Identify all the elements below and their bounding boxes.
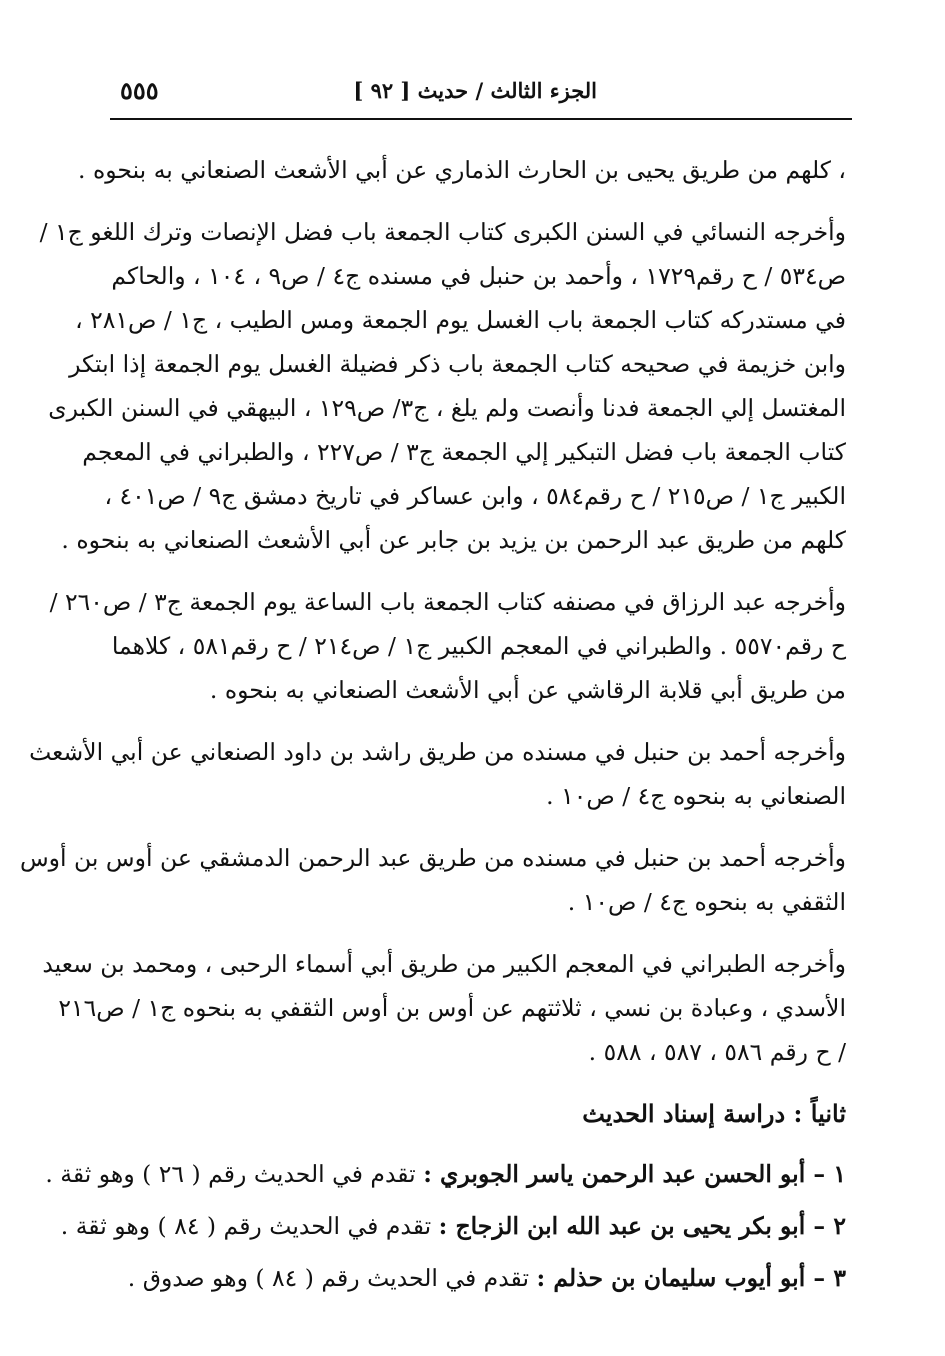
text-line: ح رقم٥٥٧٠ . والطبراني في المعجم الكبير ج١ / ص٢١٤ / ح رقم٥٨١ ، كلاهما [111,632,846,660]
narrator-entry [110,1252,852,1304]
text-line: وأخرجه أحمد بن حنبل في مسنده من طريق راشد بن داود الصنعاني عن أبي الأشعث [29,738,846,766]
narrator-note: تقدم في الحديث رقم ( ٨٤ ) وهو صدوق . [127,1264,529,1292]
text-line: وأخرجه عبد الرزاق في مصنفه كتاب الجمعة باب الساعة يوم الجمعة ج٣ / ص٢٦٠ / [49,588,846,616]
paragraph [39,210,852,562]
text-line: كتاب الجمعة باب فضل التبكير إلي الجمعة ج٣ / ص٢٢٧ ، والطبراني في المعجم [82,438,846,466]
paragraph [78,148,852,192]
text-line: / ح رقم ٥٨٦ ، ٥٨٧ ، ٥٨٨ . [588,1038,846,1066]
narrator-name: ٢ – أبو بكر يحيى بن عبد الله ابن الزجاج : [438,1212,846,1240]
text-line: من طريق أبي قلابة الرقاشي عن أبي الأشعث الصنعاني به بنحوه . [209,676,846,704]
narrator-note: تقدم في الحديث رقم ( ٨٤ ) وهو ثقة . [60,1212,432,1240]
narrator-note: تقدم في الحديث رقم ( ٢٦ ) وهو ثقة . [45,1160,416,1188]
paragraph [49,580,852,712]
narrator-entry [45,1148,852,1200]
page-number: ٥٥٥ [120,76,159,105]
text-line: الثقفي به بنحوه ج٤ / ص١٠ . [567,888,846,916]
paragraph [29,730,852,818]
text-line: وأخرجه أحمد بن حنبل في مسنده من طريق عبد الرحمن الدمشقي عن أوس بن أوس [19,844,846,872]
text-line: ص٥٣٤ / ح رقم١٧٢٩ ، وأحمد بن حنبل في مسنده ج٤ / ص٩ ، ١٠٤ ، والحاكم [111,262,846,290]
text-line: الأسدي ، وعبادة بن نسي ، ثلاثتهم عن أوس بن أوس الثقفي به بنحوه ج١ / ص٢١٦ [58,994,846,1022]
text-line: في مستدركه كتاب الجمعة باب الغسل يوم الجمعة ومس الطيب ، ج١ / ص٢٨١ ، [75,306,846,334]
narrator-entry [60,1200,852,1252]
book-page [19,70,852,1292]
running-title: الجزء الثالث / حديث [ ٩٢ ] [353,78,597,103]
text-line: وأخرجه النسائي في السنن الكبرى كتاب الجمعة باب فضل الإنصات وترك اللغو ج١ / [39,218,846,246]
paragraph [19,836,852,924]
header-rule [110,118,852,120]
page-header [110,70,852,112]
text-line: وابن خزيمة في صحيحه كتاب الجمعة باب ذكر فضيلة الغسل يوم الجمعة إذا ابتكر [69,350,846,378]
text-line: وأخرجه الطبراني في المعجم الكبير من طريق أبي أسماء الرحبى ، ومحمد بن سعيد [42,950,846,978]
narrator-name: ٣ – أبو أيوب سليمان بن حذلم : [536,1264,846,1292]
text-line: ، كلهم من طريق يحيى بن الحارث الذماري عن أبي الأشعث الصنعاني به بنحوه . [78,156,846,184]
text-line: الكبير ج١ / ص٢١٥ / ح رقم٥٨٤ ، وابن عساكر في تاريخ دمشق ج٩ / ص٤٠١ ، [104,482,846,510]
paragraph [42,942,852,1074]
section-heading: ثانياً : دراسة إسناد الحديث [582,1099,846,1128]
page-body [19,148,852,1304]
text-line: المغتسل إلي الجمعة فدنا وأنصت ولم يلغ ، ج٣/ ص١٢٩ ، البيهقي في السنن الكبرى [48,394,846,422]
text-line: كلهم من طريق عبد الرحمن بن يزيد بن جابر عن أبي الأشعث الصنعاني به بنحوه . [61,526,846,554]
text-line: الصنعاني به بنحوه ج٤ / ص١٠ . [546,782,846,810]
narrator-name: ١ – أبو الحسن عبد الرحمن ياسر الجوبري : [423,1160,846,1188]
